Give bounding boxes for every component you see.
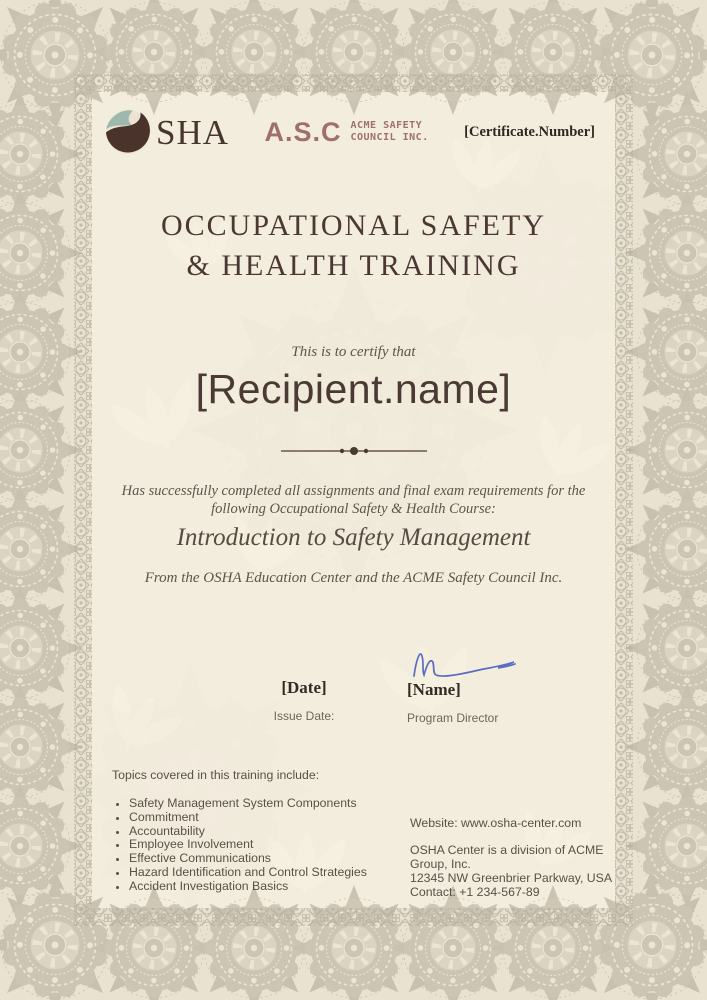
course-title: Introduction to Safety Management [176, 524, 531, 551]
divider-icon [279, 445, 429, 457]
signer-name-field[interactable]: [Name] [407, 680, 461, 699]
asc-logo [264, 116, 429, 147]
topics-list [112, 797, 412, 894]
topic-item: • Safety Management System Components [128, 797, 412, 811]
topics-heading: Topics covered in this training include: [112, 768, 320, 782]
topic-item: • Commitment [128, 811, 412, 825]
certify-line: This is to certify that [291, 344, 416, 360]
completion-text [92, 482, 615, 518]
contact-line: OSHA Center is a division of ACME Group, Inc. [410, 843, 604, 871]
asc-name-line2: COUNCIL INC. [350, 132, 429, 143]
asc-company-name [350, 120, 428, 144]
contact-section [410, 816, 635, 899]
topic-item: • Accountability [128, 825, 412, 839]
ornamental-divider [92, 444, 615, 462]
certificate-number-field[interactable]: [Certificate.Number] [464, 123, 595, 140]
signer-column [407, 634, 587, 725]
issue-date-label: Issue Date: [273, 709, 335, 723]
issuer-line: From the OSHA Education Center and the ACME Safety Council Inc. [144, 570, 563, 586]
website-line: Website: www.osha-center.com [410, 816, 582, 830]
topics-section [112, 768, 412, 894]
topic-item: • Accident Investigation Basics [128, 880, 412, 894]
signature-scribble-icon [407, 634, 522, 680]
date-field[interactable]: [Date] [281, 678, 327, 697]
contact-lines [410, 843, 635, 899]
issue-date-column [248, 678, 360, 723]
topic-item: • Effective Communications [128, 852, 412, 866]
topic-item: • Employee Involvement [128, 838, 412, 852]
program-director-label: Program Director [407, 711, 499, 725]
osha-leaf-icon [105, 109, 151, 155]
completion-line1: Has successfully completed all assignments and final exam requirements for the [121, 483, 586, 499]
header [105, 103, 595, 161]
completion-line2: following Occupational Safety & Health Course: [211, 501, 496, 517]
topic-item: • Hazard Identification and Control Strategies [128, 866, 412, 880]
title-line2: & HEALTH TRAINING [186, 249, 521, 282]
contact-line: 12345 NW Greenbrier Parkway, USA [410, 871, 613, 885]
asc-name-line1: ACME SAFETY [350, 120, 423, 131]
certificate-title [92, 206, 615, 286]
contact-line: Contact: +1 234-567-89 [410, 885, 540, 899]
osha-wordmark: SHA [156, 112, 230, 152]
asc-abbreviation: A.S.C [264, 116, 342, 147]
osha-logo [105, 109, 229, 155]
recipient-name-field[interactable]: [Recipient.name] [195, 366, 512, 412]
title-line1: OCCUPATIONAL SAFETY [161, 209, 546, 242]
